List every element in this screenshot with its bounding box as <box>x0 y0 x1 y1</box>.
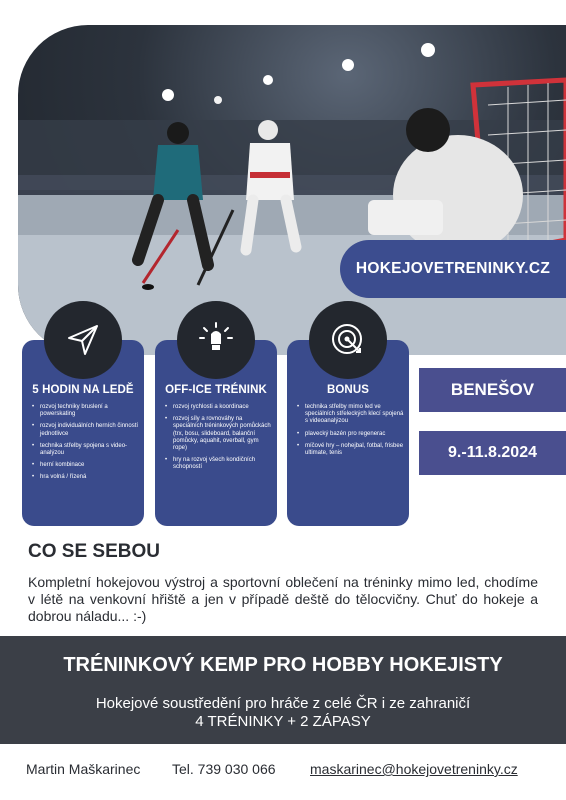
card-list <box>30 404 140 487</box>
website-badge: HOKEJOVETRENINKY.CZ <box>340 240 566 298</box>
lightbulb-icon <box>177 301 255 379</box>
dates-box: 9.-11.8.2024 <box>419 431 566 475</box>
contact-phone: Tel. 739 030 066 <box>172 761 276 777</box>
banner-schedule: 4 TRÉNINKY + 2 ZÁPASY <box>195 713 371 730</box>
location-box: BENEŠOV <box>419 368 566 412</box>
list-item: • hry na rozvoj všech kondičních schopností <box>173 457 273 471</box>
list-item: • rozvoj rychlosti a koordinace <box>173 404 273 411</box>
bring-heading: CO SE SEBOU <box>28 541 160 562</box>
camp-banner <box>0 636 566 744</box>
target-icon <box>309 301 387 379</box>
list-item: • rozvoj individuálních herních činností jednotlivce <box>40 423 140 437</box>
list-item: • plavecký bazén pro regenerac <box>305 431 405 438</box>
list-item: • technika střelby spojena s video-analýzou <box>40 443 140 457</box>
card-on-ice <box>22 340 144 526</box>
list-item: • hra volná / řízená <box>40 474 140 481</box>
card-bonus <box>287 340 409 526</box>
list-item: • míčové hry – nohejbal, fotbal, frisbee ultimate, tenis <box>305 443 405 457</box>
card-title: BONUS <box>326 384 370 396</box>
contact-email-link[interactable]: maskarinec@hokejovetreninky.cz <box>310 761 518 777</box>
list-item: • rozvoj síly a rovnováhy na speciálních tréninkových pomůckách (trx, bosu, slideboard, balanční pomůcky, aquahit, overball, gym rope) <box>173 416 273 452</box>
banner-subtitle: Hokejové soustředění pro hráče z celé ČR i ze zahraničí <box>95 695 471 712</box>
banner-title: TRÉNINKOVÝ KEMP PRO HOBBY HOKEJISTY <box>63 654 503 676</box>
card-list <box>163 404 273 477</box>
paper-plane-icon <box>44 301 122 379</box>
contact-name: Martin Maškarinec <box>26 761 141 777</box>
card-off-ice <box>155 340 277 526</box>
bring-text: Kompletní hokejovou výstroj a sportovní oblečení na tréninky mimo led, chodíme v létě na venkovní hřiště a jen v případě deště do tělocvičny. Chuť do hokeje a dobrou náladu... :-) <box>28 574 538 624</box>
list-item: • herní kombinace <box>40 462 140 469</box>
card-title: OFF-ICE TRÉNINK <box>165 384 267 396</box>
list-item: • technika střelby mimo led ve speciálních střeleckých klecí spojená s videoanalýzou <box>305 404 405 426</box>
list-item: • rozvoj techniky bruslení a powerskating <box>40 404 140 418</box>
card-list <box>295 404 405 462</box>
card-title: 5 HODIN NA LEDĚ <box>32 384 134 396</box>
